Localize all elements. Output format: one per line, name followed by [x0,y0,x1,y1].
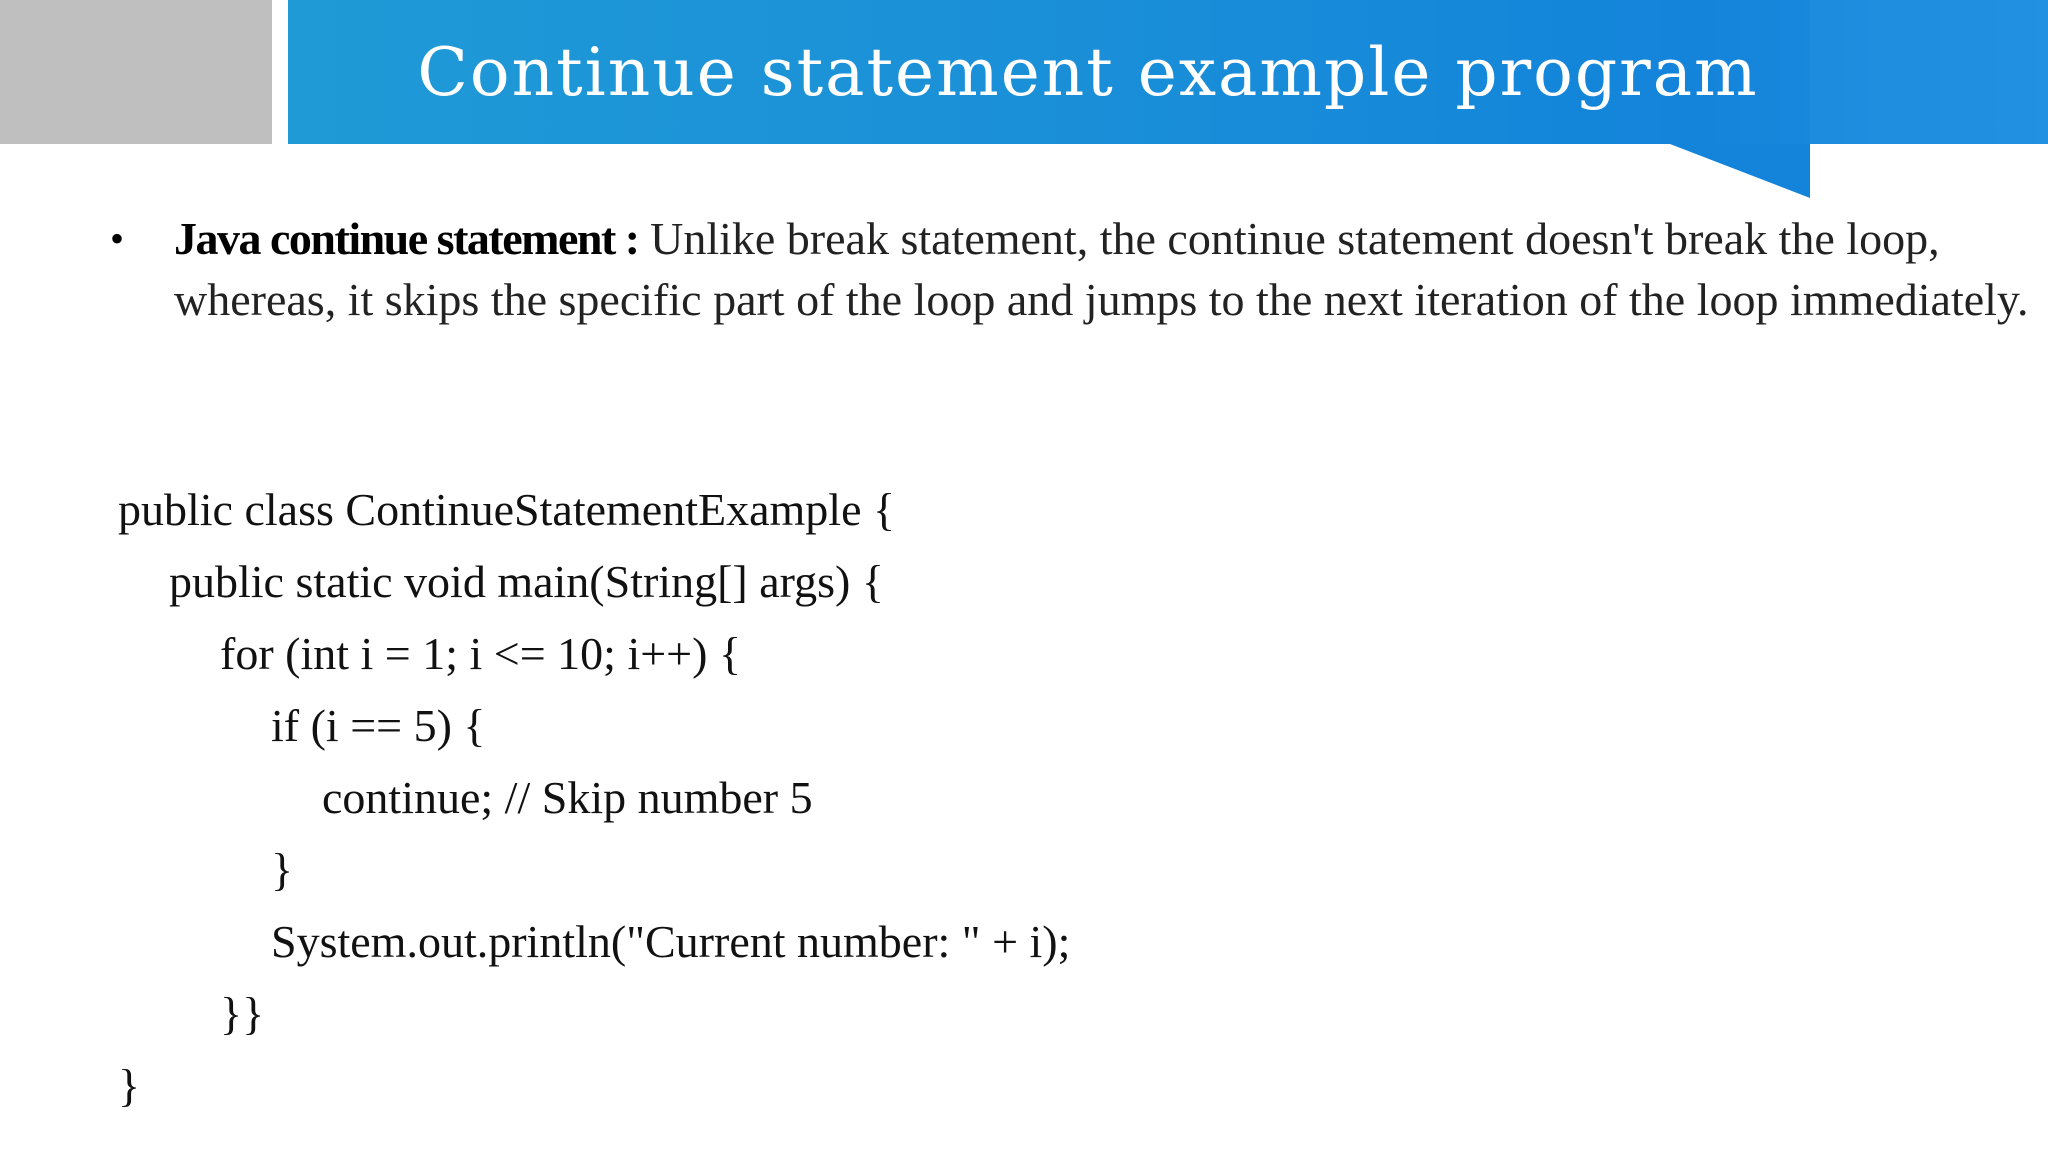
intro-description: Unlike break statement, the continue statement doesn't break the loop, whereas, it skips the specific part of the loop and jumps to the next iteration of the loop immediately. [174,213,2029,325]
intro-bullet [110,208,2029,330]
intro-paragraph [174,208,2044,330]
code-line: } [118,1060,141,1111]
code-line: System.out.println("Current number: " + i); [271,916,1071,967]
code-line: public class ContinueStatementExample { [118,484,896,535]
slide-title: Continue statement example program [417,33,1759,111]
code-line: public static void main(String[] args) { [169,556,884,607]
intro-term: Java continue statement : [174,213,639,264]
code-block [118,474,1070,1122]
code-line: } [271,844,294,895]
bullet-marker: • [110,216,125,261]
code-line: for (int i = 1; i <= 10; i++) { [220,628,742,679]
code-line: continue; // Skip number 5 [322,772,813,823]
code-line: if (i == 5) { [271,700,486,751]
code-line: }} [220,988,265,1039]
